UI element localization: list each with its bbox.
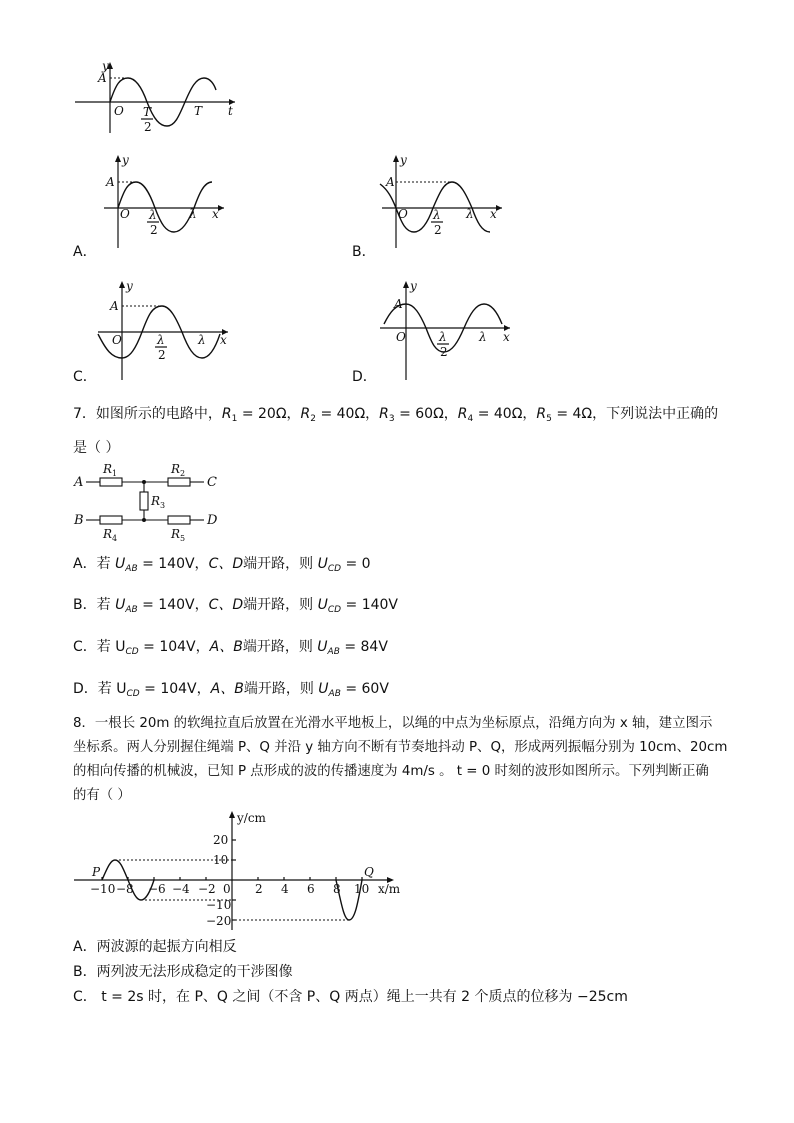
svg-text:2: 2 xyxy=(158,348,166,362)
svg-text:λ: λ xyxy=(479,330,487,344)
svg-text:R4: $R_4$ xyxy=(103,527,118,543)
svg-text:O: O xyxy=(396,330,406,344)
svg-text:λ: λ xyxy=(189,207,197,221)
q8-stem-line3: 的相向传播的机械波，已知 P 点形成的波的传播速度为 4m/s 。 t = 0 时刻的波形如图所示。下列判断正确 xyxy=(73,764,709,779)
svg-text:−2: −2 xyxy=(198,882,216,896)
svg-text:x: x xyxy=(490,207,497,221)
option-b-label[interactable]: B． xyxy=(352,244,376,260)
q8-option-b[interactable]: B．两列波无法形成稳定的干涉图像 xyxy=(73,964,293,980)
svg-text:y: y xyxy=(122,153,129,167)
q7-option-d[interactable]: D．若 $U_{CD} = 104V$，A、B端开路，则 $U_{AB} = 60V$ xyxy=(73,681,389,699)
axis-t-label: t xyxy=(228,104,233,118)
svg-text:R5: $R_5$ xyxy=(171,527,186,543)
wave-graph xyxy=(70,806,405,932)
svg-text:R2: $R_2$ xyxy=(171,462,186,478)
svg-text:y: y xyxy=(410,279,417,293)
q8-option-a[interactable]: A．两波源的起振方向相反 xyxy=(73,939,237,955)
svg-text:C: C xyxy=(207,475,217,490)
svg-text:10: 10 xyxy=(213,853,229,867)
svg-text:λ: λ xyxy=(157,333,165,347)
svg-text:y/cm: y/cm xyxy=(237,811,266,825)
svg-text:Q: Q xyxy=(364,865,374,879)
svg-text:B: B xyxy=(74,513,84,528)
q7-stem: 7．如图所示的电路中，$R_1 = 20\Omega$，$R_2 = 40\Omega$，$R_3 = 60\Omega$，$R_4 = 40\Omega$，$R_5 = 4\Omega$，下列说法中正确的 xyxy=(73,406,719,424)
svg-text:−10: −10 xyxy=(206,898,232,912)
vibration-graph xyxy=(70,58,240,138)
svg-text:λ: λ xyxy=(439,330,447,344)
svg-text:λ: λ xyxy=(466,207,474,221)
svg-text:2: 2 xyxy=(150,223,158,237)
q7-option-b[interactable]: B．若 $U_{AB} = 140V$，C、D端开路，则 $U_{CD} = 140V$ xyxy=(73,597,399,615)
half-period-den: 2 xyxy=(144,120,152,134)
q7-stem-line2: 是（ ） xyxy=(73,440,120,456)
amplitude-label: A xyxy=(98,71,107,85)
svg-text:x: x xyxy=(220,333,227,347)
svg-text:−4: −4 xyxy=(172,882,190,896)
svg-text:λ: λ xyxy=(433,208,441,222)
svg-text:A: A xyxy=(110,299,119,313)
svg-text:2: 2 xyxy=(255,882,263,896)
svg-text:O: O xyxy=(120,207,130,221)
axis-y-label: y xyxy=(102,59,109,73)
svg-text:R3: $R_3$ xyxy=(151,494,166,510)
svg-text:λ: λ xyxy=(198,333,206,347)
svg-text:−20: −20 xyxy=(206,914,232,928)
svg-text:8: 8 xyxy=(333,882,341,896)
svg-text:−8: −8 xyxy=(116,882,134,896)
svg-text:y: y xyxy=(400,153,407,167)
option-c-label[interactable]: C． xyxy=(73,369,97,385)
period-label: T xyxy=(194,104,203,118)
svg-text:D: D xyxy=(207,513,218,528)
origin-label: O xyxy=(114,104,124,118)
svg-text:O: O xyxy=(398,207,408,221)
q7-option-a[interactable]: A．若 $U_{AB} = 140V$，C、D端开路，则 $U_{CD} = 0$ xyxy=(73,556,371,574)
svg-text:R1: $R_1$ xyxy=(103,462,118,478)
q8-stem-line4: 的有（ ） xyxy=(73,788,131,803)
svg-text:10: 10 xyxy=(354,882,370,896)
svg-text:O: O xyxy=(112,333,122,347)
svg-text:A: A xyxy=(394,297,403,311)
svg-text:x: x xyxy=(212,207,219,221)
svg-text:A: A xyxy=(106,175,115,189)
q8-stem-line2: 坐标系。两人分别握住绳端 P、Q 并沿 y 轴方向不断有节奏地抖动 P、Q，形成两列振幅分别为 10cm、20cm xyxy=(73,740,728,755)
option-d-label[interactable]: D． xyxy=(352,369,377,385)
circuit-diagram xyxy=(70,458,230,543)
q8-stem-line1: 8．一根长 20m 的软绳拉直后放置在光滑水平地板上，以绳的中点为坐标原点，沿绳方向为 x 轴，建立图示 xyxy=(73,716,713,731)
svg-text:6: 6 xyxy=(307,882,315,896)
svg-text:A: A xyxy=(386,175,395,189)
option-b-graph xyxy=(378,150,508,250)
half-period-num: T xyxy=(143,105,152,119)
svg-text:x/m: x/m xyxy=(378,882,401,896)
svg-text:y: y xyxy=(126,279,133,293)
option-a-graph xyxy=(100,150,230,250)
svg-text:−6: −6 xyxy=(148,882,166,896)
q7-option-c[interactable]: C．若 $U_{CD} = 104V$，A、B端开路，则 $U_{AB} = 84V$ xyxy=(73,639,388,657)
option-d-graph xyxy=(376,278,516,383)
svg-text:0: 0 xyxy=(223,882,231,896)
svg-text:4: 4 xyxy=(281,882,289,896)
svg-text:2: 2 xyxy=(440,345,448,359)
svg-text:A: A xyxy=(74,475,84,490)
option-a-label[interactable]: A． xyxy=(73,244,97,260)
svg-text:−10: −10 xyxy=(90,882,116,896)
svg-text:λ: λ xyxy=(149,208,157,222)
q8-option-c[interactable]: C． t = 2s 时，在 P、Q 之间（不含 P、Q 两点）绳上一共有 2 个质点的位移为 −25cm xyxy=(73,989,628,1005)
svg-text:x: x xyxy=(503,330,510,344)
option-c-graph xyxy=(96,278,236,383)
svg-text:20: 20 xyxy=(213,833,229,847)
svg-text:2: 2 xyxy=(434,223,442,237)
svg-text:P: P xyxy=(92,865,101,879)
